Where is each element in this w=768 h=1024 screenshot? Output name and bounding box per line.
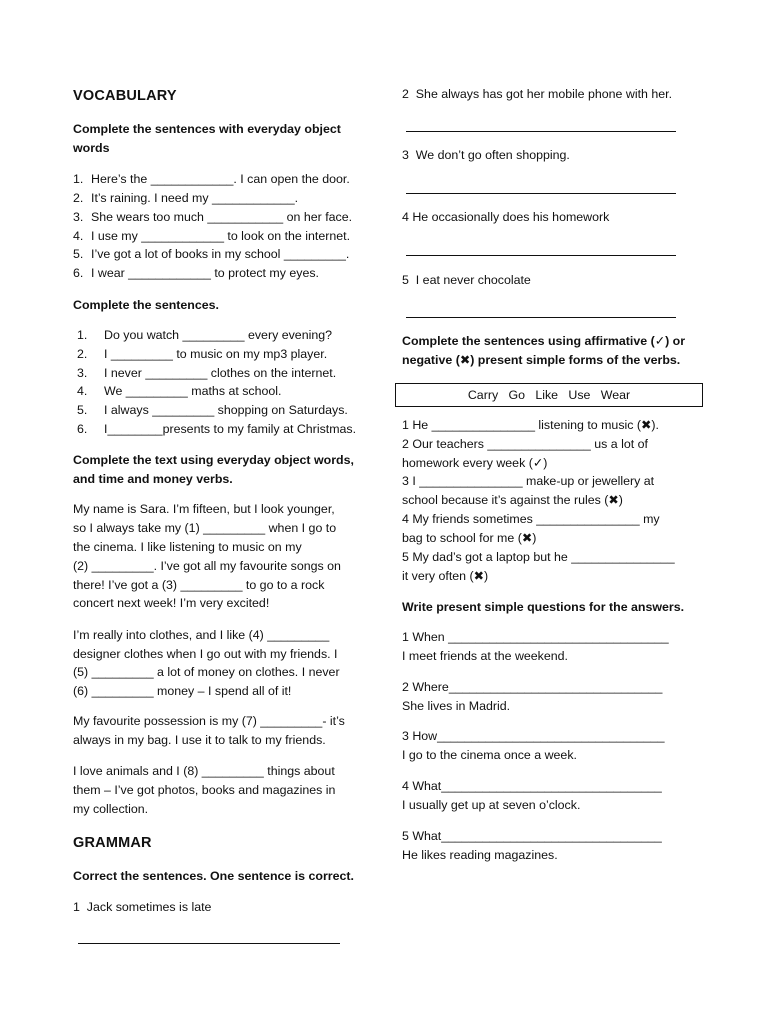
paragraph-line: My name is Sara. I’m fifteen, but I look younger, [73, 502, 335, 516]
grammar-ex2-instruction-line1: Complete the sentences using affirmative (✓) or [402, 334, 686, 348]
answer-line[interactable] [406, 193, 676, 194]
list-item: 5. I always _________ shopping on Saturdays. [77, 403, 348, 417]
paragraph-line: I’m really into clothes, and I like (4) _________ [73, 628, 330, 642]
list-item: 2. I _________ to music on my mp3 player. [77, 347, 328, 361]
question-line: 2 Where_______________________________ [402, 680, 663, 694]
paragraph-line: My favourite possession is my (7) _________- it’s [73, 714, 345, 728]
exercise-line: 5 My dad’s got a laptop but he _______________ [402, 550, 675, 564]
answer-line[interactable] [406, 131, 676, 132]
exercise-line: 4 My friends sometimes _______________ my [402, 512, 660, 526]
exercise-line: 1 He _______________ listening to music (✖). [402, 418, 659, 432]
verb-box: Carry Go Like Use Wear [395, 383, 703, 407]
vocab-ex2-instruction: Complete the sentences. [73, 298, 219, 312]
grammar-ex3-instruction: Write present simple questions for the answers. [402, 600, 685, 614]
list-item: 1. Here’s the ____________. I can open the door. [73, 172, 350, 186]
answer-line[interactable] [406, 317, 676, 318]
paragraph-line: there! I’ve got a (3) _________ to go to a rock [73, 578, 325, 592]
paragraph-line: designer clothes when I go out with my friends. I [73, 647, 338, 661]
answer-text: She lives in Madrid. [402, 699, 511, 713]
list-item: 2 She always has got her mobile phone with her. [402, 87, 673, 101]
answer-text: He likes reading magazines. [402, 848, 558, 862]
exercise-line: it very often (✖) [402, 569, 489, 583]
grammar-ex2-instruction-line2: negative (✖) present simple forms of the verbs. [402, 353, 681, 367]
exercise-line: 3 I _______________ make-up or jewellery at [402, 474, 655, 488]
vocab-ex1-instruction: Complete the sentences with everyday object words [73, 122, 341, 155]
paragraph-line: (6) _________ money – I spend all of it! [73, 684, 292, 698]
list-item: 3 We don’t go often shopping. [402, 148, 570, 162]
grammar-heading: GRAMMAR [73, 835, 152, 851]
exercise-line: school because it’s against the rules (✖) [402, 493, 623, 507]
list-item: 4 He occasionally does his homework [402, 210, 610, 224]
list-item: 5. I’ve got a lot of books in my school _________. [73, 247, 350, 261]
list-item: 3. She wears too much ___________ on her face. [73, 210, 353, 224]
paragraph-line: (2) _________. I’ve got all my favourite songs on [73, 559, 341, 573]
answer-line[interactable] [406, 255, 676, 256]
list-item: 1 Jack sometimes is late [73, 900, 212, 914]
paragraph-line: (5) _________ a lot of money on clothes. I never [73, 665, 340, 679]
list-item: 6. I________presents to my family at Christmas. [77, 422, 357, 436]
paragraph-line: I love animals and I (8) _________ things about [73, 764, 335, 778]
exercise-line: homework every week (✓) [402, 456, 548, 470]
exercise-line: bag to school for me (✖) [402, 531, 537, 545]
paragraph-line: so I always take my (1) _________ when I go to [73, 521, 337, 535]
list-item: 3. I never _________ clothes on the internet. [77, 366, 337, 380]
list-item: 5 I eat never chocolate [402, 273, 531, 287]
list-item: 4. I use my ____________ to look on the internet. [73, 229, 351, 243]
paragraph-line: my collection. [73, 802, 149, 816]
vocab-ex3-instruction-line2: and time and money verbs. [73, 472, 233, 486]
vocabulary-heading: VOCABULARY [73, 88, 177, 104]
answer-text: I go to the cinema once a week. [402, 748, 577, 762]
answer-text: I meet friends at the weekend. [402, 649, 568, 663]
list-item: 2. It’s raining. I need my ____________. [73, 191, 299, 205]
exercise-line: 2 Our teachers _______________ us a lot of [402, 437, 648, 451]
paragraph-line: the cinema. I like listening to music on my [73, 540, 302, 554]
paragraph-line: concert next week! I’m very excited! [73, 596, 270, 610]
answer-text: I usually get up at seven o’clock. [402, 798, 581, 812]
grammar-ex1-instruction: Correct the sentences. One sentence is correct. [73, 869, 354, 883]
question-line: 5 What________________________________ [402, 829, 662, 843]
question-line: 3 How_________________________________ [402, 729, 665, 743]
list-item: 6. I wear ____________ to protect my eyes. [73, 266, 319, 280]
answer-line[interactable] [78, 943, 340, 944]
vocab-ex3-instruction-line1: Complete the text using everyday object words, [73, 453, 354, 467]
list-item: 4. We _________ maths at school. [77, 384, 282, 398]
paragraph-line: always in my bag. I use it to talk to my friends. [73, 733, 326, 747]
paragraph-line: them – I’ve got photos, books and magazines in [73, 783, 336, 797]
list-item: 1. Do you watch _________ every evening? [77, 328, 333, 342]
question-line: 1 When ________________________________ [402, 630, 669, 644]
question-line: 4 What________________________________ [402, 779, 662, 793]
